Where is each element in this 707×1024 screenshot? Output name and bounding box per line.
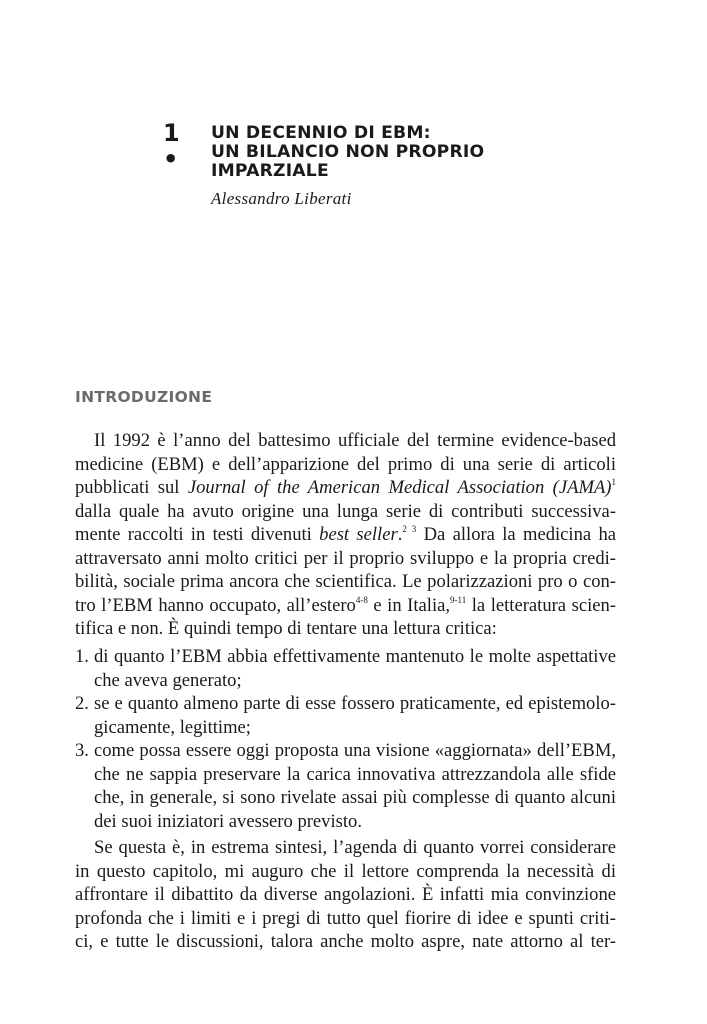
list-item: [75, 692, 616, 739]
footnote-ref: 1: [611, 477, 616, 487]
text-run: e in Italia,: [367, 594, 451, 616]
list-line: come possa essere oggi proposta una visione «aggiornata» dell’EBM,: [94, 740, 616, 761]
paragraph-line: Il 1992 è l’anno del battesimo ufficiale del termine evidence-based: [94, 430, 616, 451]
italic-term: best seller: [319, 524, 398, 545]
chapter-title: [211, 124, 571, 181]
text-run: .: [397, 524, 403, 545]
text-run: la letteratura scien-: [466, 594, 616, 616]
footnote-ref: 4-8: [355, 594, 368, 605]
section-heading: INTRODUZIONE: [75, 388, 213, 406]
paragraph-line: medicine (EBM) e dell’apparizione del primo di una serie di articoli: [75, 453, 616, 475]
list-number: 3.: [75, 740, 89, 761]
text-run: mente raccolti in testi divenuti: [75, 524, 320, 545]
agenda-paragraph: [75, 836, 616, 954]
paragraph-line: bilità, sociale prima ancora che scientifica. Le polarizzazioni pro o con-: [75, 571, 616, 592]
list-line: gicamente, legittime;: [94, 716, 251, 738]
numbered-list: [75, 645, 616, 833]
footnote-ref: 9-11: [450, 594, 467, 605]
paragraph-line: tifica e non. È quindi tempo di tentare una lettura critica:: [75, 618, 497, 639]
text-run: Da allora la medicina ha: [416, 524, 616, 545]
list-line: che ne sappia preservare la carica innovativa attrezzandola alle sfide: [94, 763, 616, 785]
list-line: di quanto l’EBM abbia effettivamente mantenuto le molte aspettative: [94, 646, 616, 667]
paragraph-line: Se questa è, in estrema sintesi, l’agenda di quanto vorrei considerare: [94, 837, 616, 858]
list-number: 2.: [75, 693, 89, 714]
paragraph-line: profonda che i limiti e i pregi di tutto quel fiorire di idee e spunti criti-: [75, 907, 616, 929]
chapter-title-line: IMPARZIALE: [211, 161, 329, 181]
paragraph-line: ci, e tutte le discussioni, talora anche molto aspre, nate attorno al ter-: [75, 931, 616, 952]
chapter-number: 1 •: [163, 119, 180, 173]
list-line: dei suoi iniziatori avessero previsto.: [94, 810, 362, 832]
journal-title: Journal of the American Medical Association (JAMA): [187, 477, 612, 498]
paragraph-line: attraversato anni molto critici per il proprio sviluppo e la propria credi-: [75, 547, 616, 569]
footnote-ref: 2 3: [402, 524, 417, 534]
paragraph-line: [75, 523, 616, 547]
paragraph-line: [75, 476, 616, 500]
list-line: che aveva generato;: [94, 669, 242, 691]
paragraph-line: [75, 594, 616, 618]
list-item: [75, 739, 616, 833]
paragraph-line: dalla quale ha avuto origine una lunga serie di contributi successiva-: [75, 500, 616, 522]
list-number: 1.: [75, 646, 89, 667]
chapter-author: Alessandro Liberati: [211, 189, 352, 208]
chapter-title-line: UN BILANCIO NON PROPRIO: [211, 142, 485, 162]
text-run: tro l’EBM hanno occupato, all’estero: [75, 594, 356, 616]
list-line: se e quanto almeno parte di esse fossero praticamente, ed epistemolo-: [94, 693, 616, 714]
list-item: [75, 645, 616, 692]
paragraph-line: affrontare il dibattito da diverse angolazioni. È infatti mia convinzione: [75, 884, 616, 905]
paragraph-line: in questo capitolo, mi auguro che il lettore comprenda la necessità di: [75, 860, 616, 882]
intro-paragraph: [75, 429, 616, 641]
list-line: che, in generale, si sono rivelate assai più complesse di quanto alcuni: [94, 787, 616, 808]
text-run: pubblicati sul: [75, 477, 188, 498]
chapter-title-line: UN DECENNIO DI EBM:: [211, 123, 431, 143]
